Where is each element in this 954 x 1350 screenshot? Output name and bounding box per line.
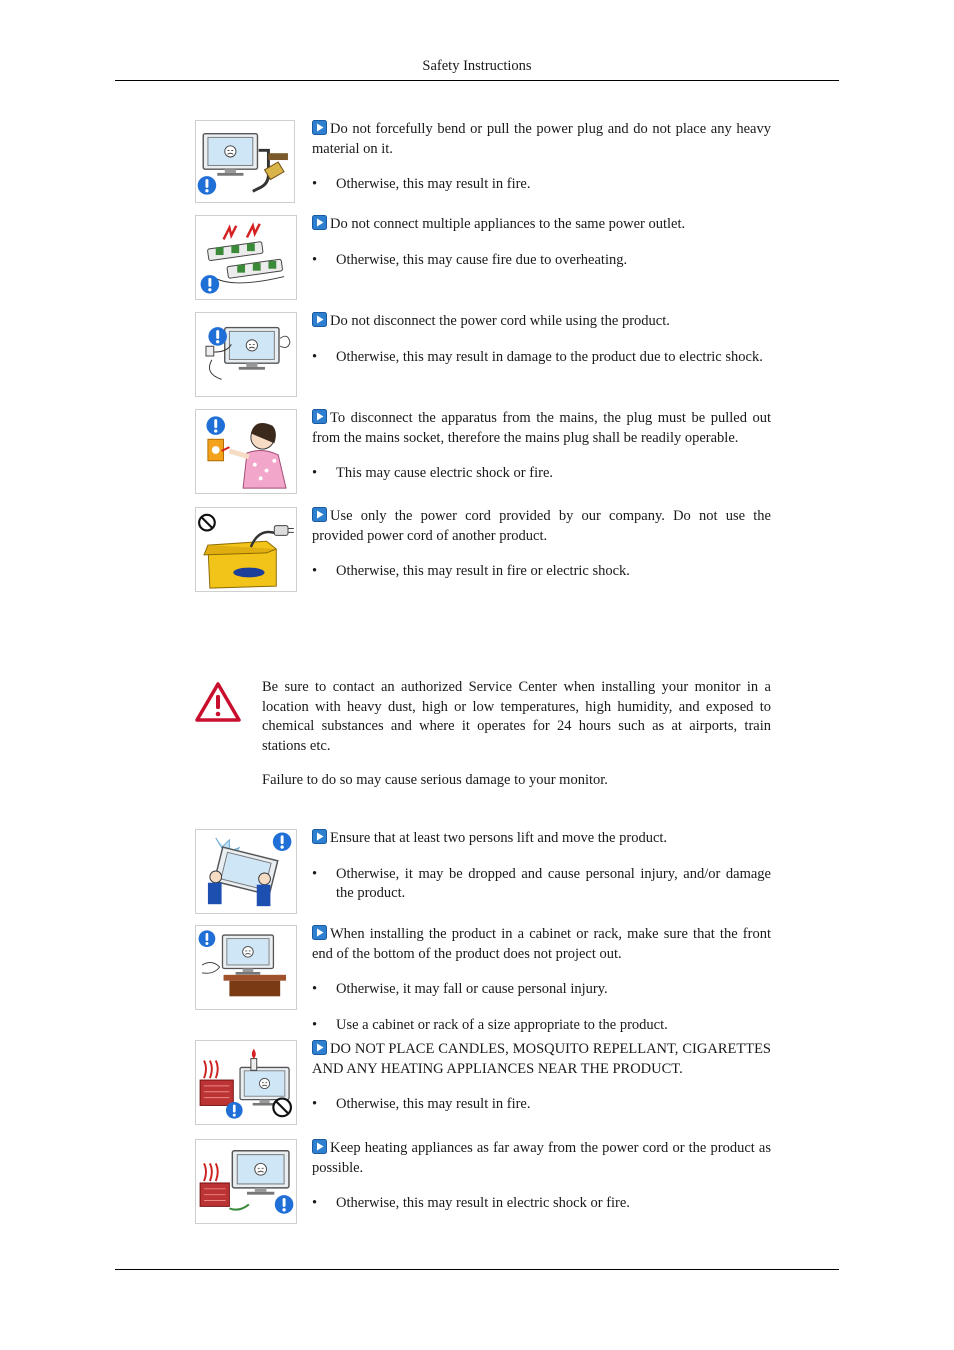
safety-item (195, 925, 771, 1033)
footer-rule (115, 1269, 839, 1270)
header-rule (115, 80, 839, 81)
safety-item (195, 409, 771, 494)
overloaded-power-outlet-illustration (195, 215, 297, 300)
heater-near-power-cord-illustration (195, 1139, 297, 1224)
page-header-title: Safety Instructions (422, 58, 532, 74)
consequence-bullet: • This may cause electric shock or fire. (312, 464, 771, 484)
consequence-bullet: • Otherwise, this may result in fire. (312, 1095, 771, 1115)
instruction-text: Do not forcefully bend or pull the power plug and do not place any heavy material on it. (312, 121, 771, 157)
consequence-bullet: • Otherwise, this may result in damage to the product due to electric shock. (312, 348, 771, 368)
instruction-text: Use only the power cord provided by our company. Do not use the provided power cord of another product. (312, 508, 771, 544)
blue-arrow-marker-icon (312, 925, 327, 940)
woman-pulling-plug-illustration (195, 409, 297, 494)
bent-power-plug-illustration (195, 120, 295, 203)
instruction-text: Keep heating appliances as far away from the power cord or the product as possible. (312, 1140, 771, 1176)
safety-item (195, 312, 771, 397)
two-persons-lifting-illustration (195, 829, 297, 914)
consequence-bullet: • Otherwise, it may be dropped and cause personal injury, and/or damage the product. (312, 865, 771, 904)
instruction-text: Do not connect multiple appliances to the same power outlet. (330, 216, 686, 232)
instruction-text: Ensure that at least two persons lift and move the product. (330, 830, 668, 846)
safety-item (195, 215, 771, 300)
safety-item (195, 1139, 771, 1225)
blue-arrow-marker-icon (312, 215, 327, 230)
safety-item (195, 829, 771, 914)
caution-consequence: Failure to do so may cause serious damage to your monitor. (262, 772, 608, 788)
instruction-text: Do not disconnect the power cord while using the product. (330, 313, 670, 329)
blue-arrow-marker-icon (312, 829, 327, 844)
safety-item (195, 120, 771, 204)
consequence-bullet: • Otherwise, this may result in fire. (312, 175, 771, 195)
caution-triangle-icon (195, 682, 241, 722)
instruction-text: DO NOT PLACE CANDLES, MOSQUITO REPELLANT, CIGARETTES AND ANY HEATING APPLIANCES NEAR THE PRODUCT. (312, 1041, 771, 1077)
disconnect-cord-while-in-use-illustration (195, 312, 297, 397)
safety-item (195, 507, 771, 593)
blue-arrow-marker-icon (312, 120, 327, 135)
blue-arrow-marker-icon (312, 1139, 327, 1154)
monitor-on-cabinet-illustration (195, 925, 297, 1010)
candle-and-heater-near-monitor-illustration (195, 1040, 297, 1125)
caution-paragraph: Be sure to contact an authorized Service Center when installing your monitor in a location with heavy dust, high or low temperatures, high humidity, and exposed to chemical substances and where it operates for 24 hours such as at airports, train stations etc. (262, 679, 771, 754)
instruction-text: To disconnect the apparatus from the mains, the plug must be pulled out from the mains socket, therefore the mains plug shall be readily operable. (312, 410, 771, 446)
consequence-bullet: • Otherwise, this may cause fire due to overheating. (312, 251, 771, 271)
samsung-box-power-cord-illustration (195, 507, 297, 592)
safety-item (195, 1040, 771, 1126)
consequence-bullet: • Use a cabinet or rack of a size appropriate to the product. (312, 1016, 771, 1036)
blue-arrow-marker-icon (312, 409, 327, 424)
consequence-bullet: • Otherwise, it may fall or cause personal injury. (312, 980, 771, 1000)
prohibited-icon (273, 1099, 291, 1117)
blue-arrow-marker-icon (312, 312, 327, 327)
blue-arrow-marker-icon (312, 1040, 327, 1055)
consequence-bullet: • Otherwise, this may result in electric shock or fire. (312, 1194, 771, 1214)
prohibited-icon (199, 515, 215, 531)
blue-arrow-marker-icon (312, 507, 327, 522)
instruction-text: When installing the product in a cabinet or rack, make sure that the front end of the bottom of the product does not project out. (312, 926, 771, 962)
consequence-bullet: • Otherwise, this may result in fire or electric shock. (312, 562, 771, 582)
